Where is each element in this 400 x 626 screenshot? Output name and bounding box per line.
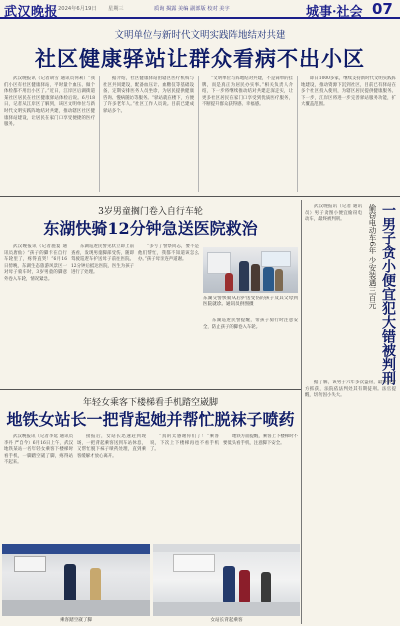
story3-paragraph: 武汉晚报讯（记者李延 通讯员李丹 严自今）6月16日上午，武汉地铁某站一名年轻女乘客下楼梯时看手机，一脚踏空崴了脚，疼得站不起来。 <box>4 434 73 466</box>
story3-column-1 <box>4 434 73 538</box>
story-separator <box>0 196 400 197</box>
story3-paragraph: “真的太感谢你们了！”乘客说，下次上下楼梯再也不看手机了。 <box>150 434 219 453</box>
story2-headline[interactable]: 东湖快骑12分钟急送医院救治 <box>43 219 258 238</box>
story2-paragraph: “多亏了警察同志，要不是他们帮忙，我都不知道该怎么办。”孩子母亲连声道谢。 <box>138 244 199 263</box>
story1-headline[interactable]: 社区健康驿站让群众看病不出小区 <box>35 46 365 71</box>
section-name: 城事·社会 <box>306 5 363 20</box>
story2-column-4 <box>203 318 298 384</box>
story4-paragraph: 据了解，该男子六年多次盗窃，最终被警方抓获，法院依法判处其有期徒刑。法官提醒，切勿因小失大。 <box>305 380 396 399</box>
column-divider <box>198 76 199 192</box>
story3-column-2 <box>77 434 146 538</box>
story2-column-3 <box>138 244 199 384</box>
photo-caption <box>203 296 298 314</box>
story1-column-1 <box>4 76 95 192</box>
story3-paragraph: 接报后，女站长迅速赶到现场，一把背起乘客送到车站休息，又帮忙脱下袜子喷药处理，直到乘客缓解才放心离开。 <box>77 434 146 459</box>
story1-paragraph: 即日1000多家，继续支持新时代文明实践阵地建设，推动资源下沉到社区，目前已有驿站在多个社区投入使用，为辖区居民提供健康服务。下一步，江岸区将进一步完善驿站服务功能，扩大覆盖范围。 <box>301 76 396 108</box>
story4-column-1 <box>305 204 362 374</box>
story3-column-4 <box>223 434 298 538</box>
story1-column-3 <box>202 76 293 192</box>
story3-kicker: 年轻女乘客下楼梯看手机踏空崴脚 <box>82 398 218 408</box>
story1-kicker: 文明单位与新时代文明实践阵地结对共建 <box>114 30 286 41</box>
story1-paragraph: 武汉晚报讯（记者胡雪 通讯员何莉）“我们小区有社区健康驿站，平时量个血压、做个体检都不用出小区了。”近日，江岸区后湖街道某社区居民在社区健康驿站体检后说。6月18日，记者从江岸区了解到，该区文明单位与新时代文明实践阵地结对共建，推动辖区社区健康驿站建设，让居民在家门口享受便捷的医疗服务。 <box>4 76 95 128</box>
metro-stairs-photo <box>2 544 150 616</box>
sidebar-divider <box>301 200 302 624</box>
photo-caption: 乘客踏空崴了脚 <box>59 618 93 623</box>
story2-paragraph: 东湖巡逻民警见状立即上前查看，发现男童脚部受伤，随即驾驶巡逻车护送母子前往医院。12分钟后抵达医院，医生为孩子进行了处理。 <box>71 244 134 276</box>
column-divider <box>297 76 298 192</box>
story3-column-3 <box>150 434 219 538</box>
story4-column-2 <box>305 380 396 622</box>
newspaper-logo: 武汉晚报 <box>4 5 59 20</box>
story3-paragraph: 地铁方面提醒，乘客上下楼梯时不要低头看手机，注意脚下安全。 <box>223 434 298 446</box>
story1-column-4 <box>301 76 396 192</box>
column-divider <box>99 76 100 192</box>
story2-column-1 <box>4 244 67 384</box>
story2-paragraph: 武汉晚报讯（记者施宴 通讯员唐仙）“孩子的脚卡在自行车轮里了，疼得直哭！”6月16日傍晚，东湖生态旅游风景区一对母子骑车时，3岁男童的脚意外卷入车轮，情况紧急。 <box>4 244 67 282</box>
story2-kicker: 3岁男童搁门卷入自行车轮 <box>98 207 203 217</box>
story4-kicker: 偷窃电动车6年 少安装遇三百元 <box>368 204 377 309</box>
station-staff-photo <box>153 544 300 616</box>
issue-weekday: 星期三 <box>108 6 124 12</box>
story-separator <box>0 389 301 390</box>
photo-caption-text: 东湖交警快骑从后护送受伤的孩子及其父母到医院就诊。通讯员供图摄 <box>203 296 298 308</box>
story4-headline[interactable]: 一男子贪小便宜犯大错被判刑 <box>380 203 396 385</box>
hospital-rescue-photo <box>203 247 298 293</box>
masthead-rule <box>0 17 400 19</box>
photo-caption: 女站长背起乘客 <box>210 618 243 623</box>
story1-paragraph: “文明单位与阵地结对共建，不是简单的挂牌，而是真正为居民办实事。”相关负责人介绍，下一步将继续推动结对共建走深走实，让更多社区居民在家门口享受到优质医疗服务，不断提升群众获得感、幸福感。 <box>202 76 293 108</box>
issue-date: 2024年6月19日 <box>58 6 97 12</box>
story1-paragraph: 据介绍，社区健康驿站由辖区医疗机构与社区共同建设，配备血压计、血糖仪等基础设备，定期安排医务人员坐诊，为居民提供健康咨询、慢病随访等服务。“驿站就在楼下，方便了许多老年人。”社区工作人员说。目前已建成驿站多个。 <box>103 76 194 114</box>
story3-headline[interactable]: 地铁女站长一把背起她并帮忙脱袜子喷药 <box>6 410 295 429</box>
editor-credits: 质询 揭露 美编 副部版 校对 美字 <box>154 6 230 12</box>
page-number: 07 <box>372 0 393 18</box>
story2-column-2 <box>71 244 134 384</box>
story4-paragraph: 武汉晚报讯（记者 通讯员）男子贪图小便宜偷窃电动车，最终被判刑。 <box>305 204 362 223</box>
story1-column-2 <box>103 76 194 192</box>
story2-paragraph: 东湖巡逻民警提醒，带孩子骑行时注意安全，防止孩子的脚卷入车轮。 <box>203 318 298 330</box>
